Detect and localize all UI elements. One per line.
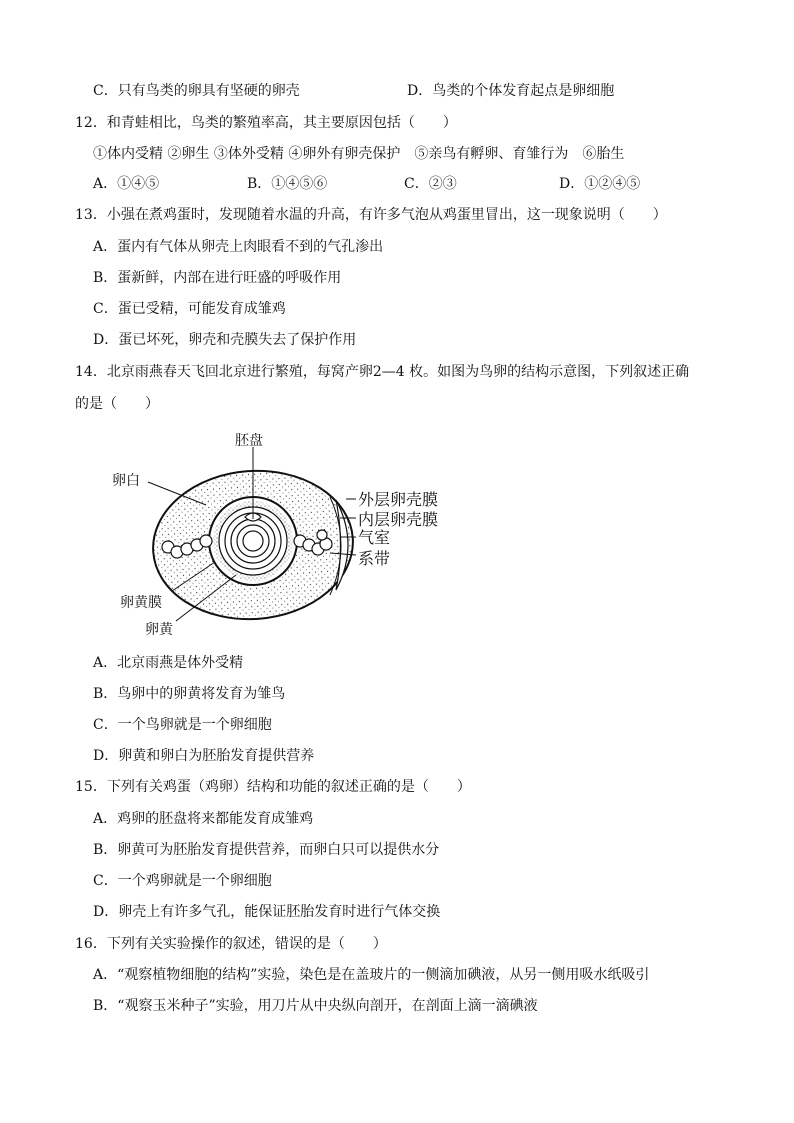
q12-stem: 12．和青蛙相比，鸟类的繁殖率高，其主要原因包括（ ） — [75, 115, 457, 131]
label-air-cell: 气室 — [358, 528, 391, 547]
q12-option-c: C．②③ — [404, 176, 457, 192]
q15-option-b: B．卵黄可为胚胎发育提供营养，而卵白只可以提供水分 — [93, 842, 440, 858]
q15-option-a: A．鸡卵的胚盘将来都能发育成雏鸡 — [93, 811, 314, 827]
q14-option-b: B．鸟卵中的卵黄将发育为雏鸟 — [93, 686, 286, 702]
q16-stem: 16．下列有关实验操作的叙述，错误的是（ ） — [75, 936, 387, 952]
label-yolk-membrane: 卵黄膜 — [120, 595, 162, 611]
q14-option-a: A．北京雨燕是体外受精 — [93, 655, 244, 671]
q13-option-b: B．蛋新鲜，内部在进行旺盛的呼吸作用 — [93, 270, 342, 286]
q14-stem-line1: 14．北京雨燕春天飞回北京进行繁殖，每窝产卵2—4 枚。如图为鸟卵的结构示意图，下列叙述正确 — [75, 364, 690, 380]
q13-stem: 13．小强在煮鸡蛋时，发现随着水温的升高，有许多气泡从鸡蛋里冒出，这一现象说明（ ） — [75, 207, 667, 223]
q13-option-d: D．蛋已坏死，卵壳和壳膜失去了保护作用 — [93, 332, 357, 348]
q14-option-c: C．一个鸟卵就是一个卵细胞 — [93, 717, 272, 733]
label-yolk: 卵黄 — [145, 622, 173, 638]
q11-option-d: D．鸟类的个体发育起点是卵细胞 — [407, 83, 615, 99]
q15-option-c: C．一个鸡卵就是一个卵细胞 — [93, 873, 272, 889]
q16-option-a: A．“观察植物细胞的结构”实验，染色是在盖玻片的一侧滴加碘液，从另一侧用吸水纸吸引 — [93, 967, 650, 983]
q13-option-a: A．蛋内有气体从卵壳上肉眼看不到的气孔渗出 — [93, 239, 384, 255]
label-blastodisc: 胚盘 — [235, 433, 263, 449]
label-albumen: 卵白 — [112, 473, 140, 489]
egg-structure-diagram — [0, 425, 794, 645]
label-inner-membrane: 内层卵壳膜 — [358, 510, 439, 529]
q14-option-d: D．卵黄和卵白为胚胎发育提供营养 — [93, 748, 315, 764]
q12-option-d: D．①②④⑤ — [559, 176, 641, 192]
q11-option-c: C．只有鸟类的卵具有坚硬的卵壳 — [93, 83, 300, 99]
q12-option-b: B．①④⑤⑥ — [247, 176, 328, 192]
label-outer-membrane: 外层卵壳膜 — [358, 490, 439, 509]
q13-option-c: C．蛋已受精，可能发育成雏鸡 — [93, 301, 286, 317]
label-chalaza: 系带 — [358, 549, 391, 568]
q16-option-b: B．“观察玉米种子”实验，用刀片从中央纵向剖开，在剖面上滴一滴碘液 — [93, 998, 538, 1014]
q14-stem-line2: 的是（ ） — [75, 396, 159, 412]
q15-option-d: D．卵壳上有许多气孔，能保证胚胎发育时进行气体交换 — [93, 904, 441, 920]
q12-items: ①体内受精 ②卵生 ③体外受精 ④卵外有卵壳保护 ⑤亲鸟有孵卵、育雏行为 ⑥胎生 — [93, 146, 625, 162]
q15-stem: 15．下列有关鸡蛋（鸡卵）结构和功能的叙述正确的是（ ） — [75, 779, 471, 795]
q12-option-a: A．①④⑤ — [93, 176, 160, 192]
